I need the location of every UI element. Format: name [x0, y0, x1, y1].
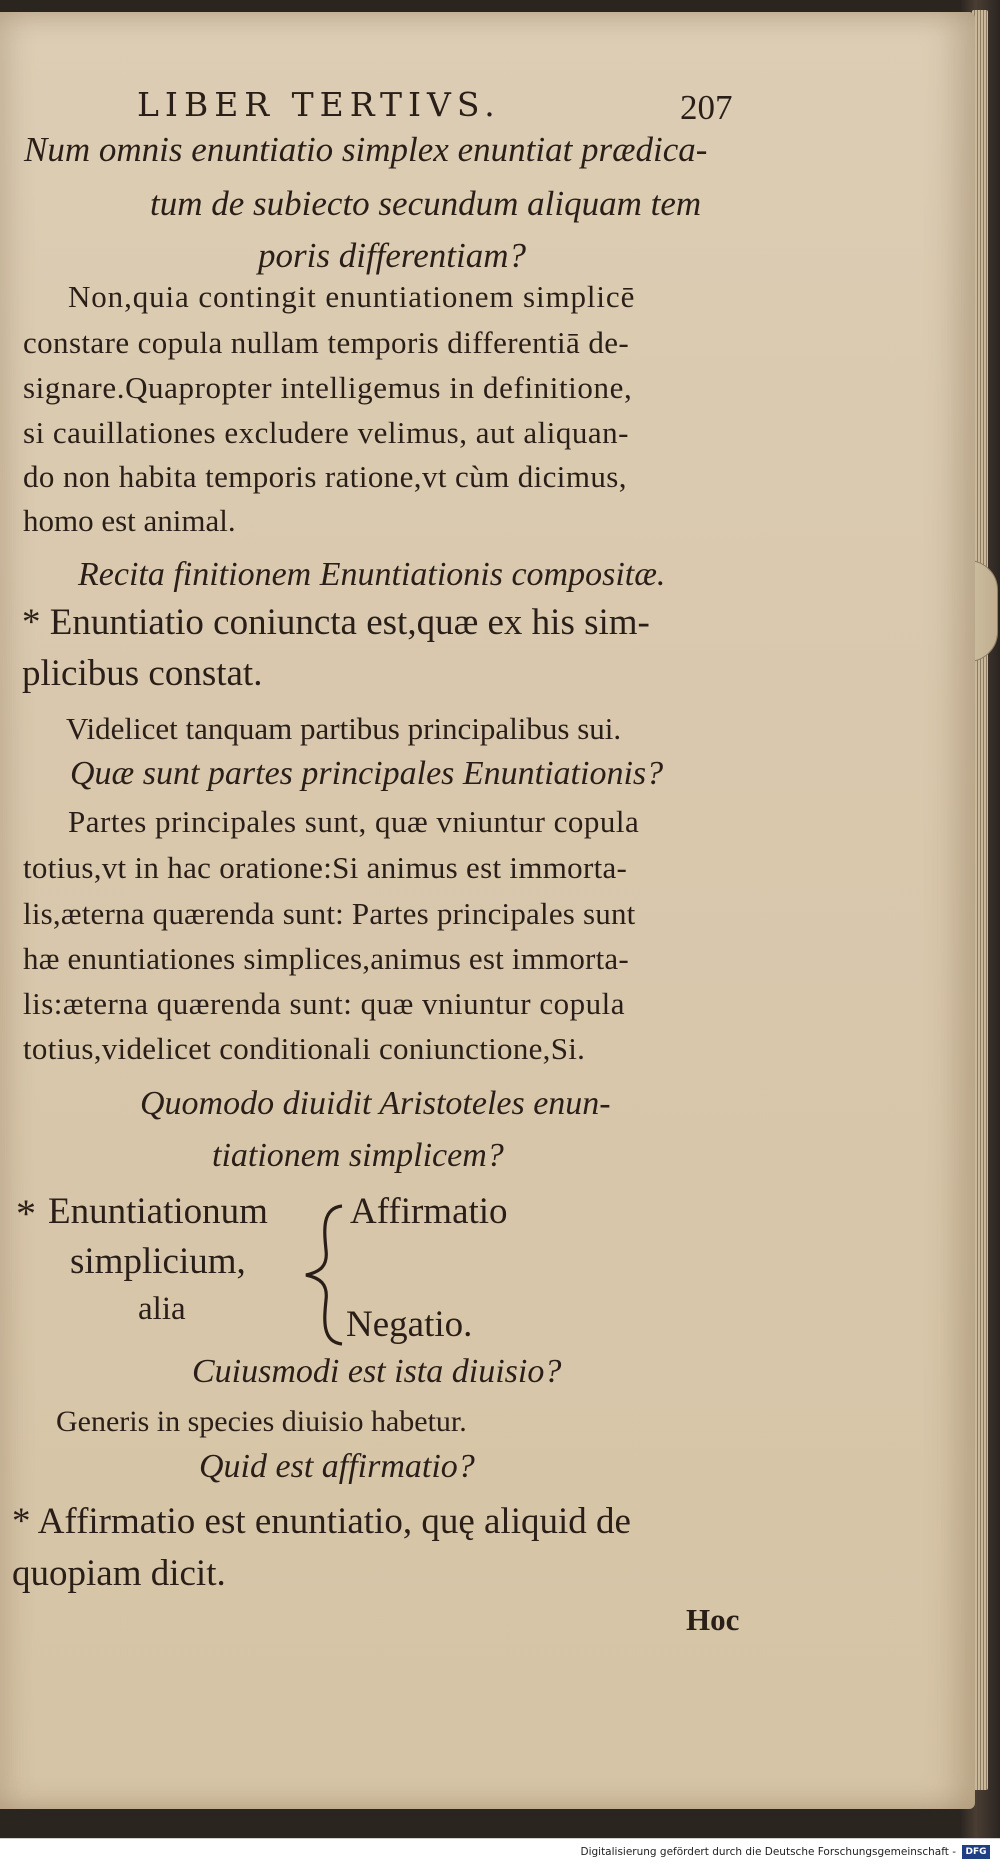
question-line: Num omnis enuntiatio simplex enuntiat prædica-: [24, 130, 708, 169]
body-line: Non,quia contingit enuntiationem simplicē: [68, 279, 636, 314]
body-line: si cauillationes excludere velimus, aut aliquan-: [23, 415, 629, 450]
body-line: lis,æterna quærenda sunt: Partes principales sunt: [23, 896, 636, 931]
question-line: tum de subiecto secundum aliquam tem: [150, 184, 702, 223]
division-left-line: simplicium,: [70, 1241, 246, 1282]
question-line: Cuiusmodi est ista diuisio?: [192, 1353, 562, 1390]
body-line: lis:æterna quærenda sunt: quæ vniuntur copula: [23, 986, 625, 1021]
body-line: totius,videlicet conditionali coniunctione,Si.: [23, 1031, 586, 1066]
division-right-line: Affirmatio: [350, 1191, 508, 1232]
body-line: constare copula nullam temporis differentiā de-: [23, 325, 630, 360]
book-page: [0, 12, 975, 1809]
question-line: Quomodo diuidit Aristoteles enun-: [140, 1085, 611, 1122]
question-line: Recita finitionem Enuntiationis compositæ.: [78, 556, 666, 593]
definition-line: * Affirmatio est enuntiatio, quę aliquid de: [12, 1501, 631, 1542]
footer-credit: Digitalisierung gefördert durch die Deutsche Forschungsgemeinschaft -: [580, 1846, 956, 1858]
body-line: Partes principales sunt, quæ vniuntur copula: [68, 804, 640, 839]
page-number: 207: [680, 88, 733, 127]
running-head: LIBER TERTIVS.: [137, 85, 501, 124]
dfg-logo-icon: DFG: [962, 1845, 990, 1859]
body-line: totius,vt in hac oratione:Si animus est immorta-: [23, 850, 628, 885]
body-line: signare.Quapropter intelligemus in definitione,: [23, 370, 633, 405]
division-left-line: alia: [138, 1291, 186, 1327]
definition-line: * Enuntiatio coniuncta est,quæ ex his sim-: [22, 602, 650, 643]
body-line: do non habita temporis ratione,vt cùm dicimus,: [23, 459, 627, 494]
body-line: homo est animal.: [23, 503, 236, 538]
definition-line: quopiam dicit.: [12, 1553, 226, 1594]
body-line: Generis in species diuisio habetur.: [56, 1405, 467, 1438]
division-left-line: Enuntiationum: [48, 1191, 268, 1232]
question-line: Quid est affirmatio?: [199, 1448, 475, 1485]
division-marker: *: [16, 1191, 36, 1236]
question-line: poris differentiam?: [258, 236, 527, 275]
curly-brace: [298, 1200, 348, 1350]
definition-line: plicibus constat.: [22, 653, 263, 694]
catchword: Hoc: [686, 1602, 740, 1637]
question-line: Quæ sunt partes principales Enuntiationis?: [70, 755, 664, 792]
division-right-line: Negatio.: [346, 1304, 473, 1345]
body-line: Videlicet tanquam partibus principalibus sui.: [66, 711, 622, 746]
body-line: hæ enuntiationes simplices,animus est immorta-: [23, 941, 629, 976]
question-line: tiationem simplicem?: [212, 1137, 504, 1174]
digitization-footer: [0, 1838, 1000, 1866]
